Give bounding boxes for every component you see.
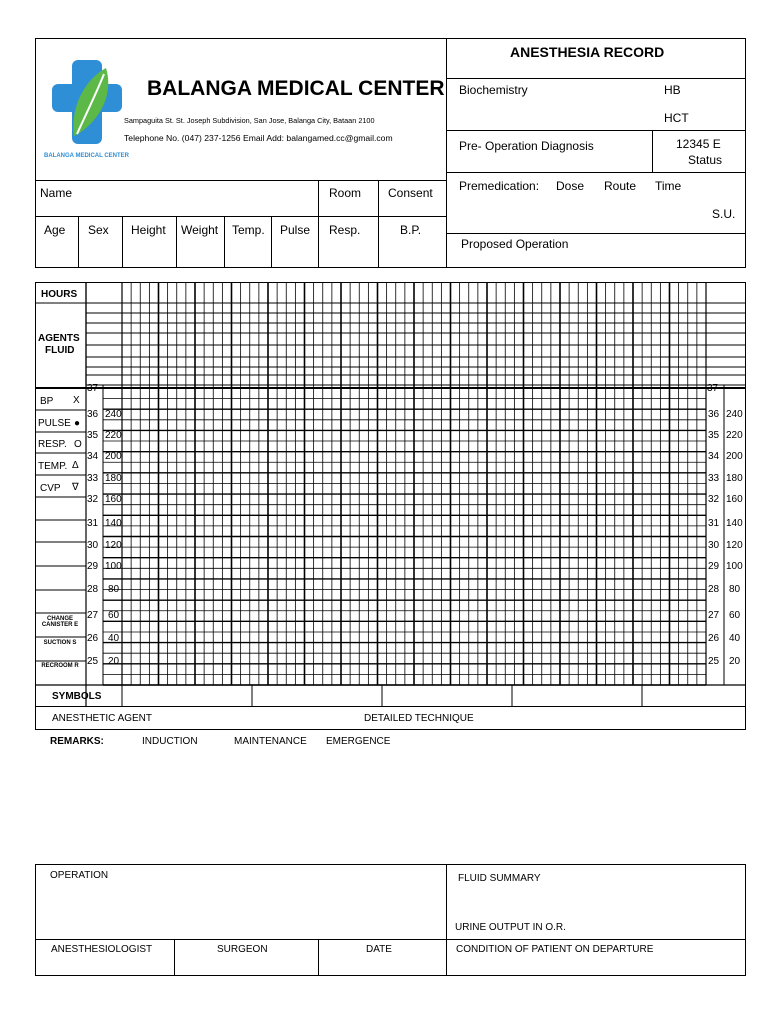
hospital-name: BALANGA MEDICAL CENTER — [147, 77, 445, 100]
pulse-scale-label: 200 — [105, 451, 122, 462]
cvp-legend: CVP — [40, 483, 61, 494]
hours-label: HOURS — [41, 289, 78, 300]
hospital-contact: Telephone No. (047) 237-1256 Email Add: balangamed.cc@gmail.com — [124, 133, 393, 143]
name-label: Name — [40, 186, 73, 200]
time-label: Time — [655, 179, 682, 193]
pulse-scale-label: 80 — [108, 584, 120, 595]
pulse-scale-label: 120 — [726, 540, 743, 551]
temp-scale-label: 26 — [708, 633, 720, 644]
hb-label: HB — [664, 83, 681, 97]
temp-scale-label: 28 — [708, 584, 720, 595]
sex-label: Sex — [88, 223, 109, 237]
proposed-operation-label: Proposed Operation — [461, 237, 569, 251]
pulse-scale-label: 60 — [108, 610, 120, 621]
temp-scale-label: 26 — [87, 633, 99, 644]
age-label: Age — [44, 223, 66, 237]
pulse-label: Pulse — [280, 223, 311, 237]
diagnosis-code: 12345 E — [676, 137, 721, 151]
pulse-symbol: ● — [74, 418, 81, 429]
pulse-scale-label: 160 — [726, 494, 743, 505]
condition-label: CONDITION OF PATIENT ON DEPARTURE — [456, 944, 654, 955]
temp-scale-label: 35 — [87, 430, 99, 441]
resp-symbol: O — [74, 439, 82, 450]
temp-scale-label: 34 — [87, 451, 99, 462]
temp-scale-label: 25 — [708, 656, 720, 667]
pulse-scale-label: 60 — [729, 610, 741, 621]
suction-label: SUCTION S — [43, 640, 77, 646]
temp-scale-label: 36 — [708, 409, 720, 420]
bp-legend: BP — [40, 396, 54, 407]
pulse-scale-label: 100 — [105, 561, 122, 572]
surgeon-label: SURGEON — [217, 944, 268, 955]
resp-label: Resp. — [329, 223, 361, 237]
hospital-address: Sampaguita St. St. Joseph Subdivision, San Jose, Balanga City, Bataan 2100 — [124, 116, 375, 125]
pulse-scale-label: 240 — [105, 409, 122, 420]
emergence-label: EMERGENCE — [326, 736, 391, 747]
pulse-scale-label: 220 — [726, 430, 743, 441]
pulse-scale-label: 180 — [726, 473, 743, 484]
bp-symbol: X — [73, 395, 80, 406]
record-title: ANESTHESIA RECORD — [510, 44, 665, 60]
pulse-scale-label: 140 — [726, 518, 743, 529]
temp-scale-label: 29 — [87, 561, 99, 572]
su-label: S.U. — [712, 207, 736, 221]
anesthetic-agent-label: ANESTHETIC AGENT — [52, 713, 153, 724]
temp-scale-label: 31 — [708, 518, 720, 529]
cvp-symbol: ∇ — [72, 482, 79, 493]
temp-scale-label: 34 — [708, 451, 720, 462]
premedication-label: Premedication: — [459, 179, 540, 193]
pulse-scale-label: 40 — [729, 633, 741, 644]
temp-scale-label: 33 — [708, 473, 720, 484]
temp-scale-label: 27 — [87, 610, 99, 621]
temp-label: Temp. — [232, 223, 265, 237]
induction-label: INDUCTION — [142, 736, 198, 747]
pulse-scale-label: 240 — [726, 409, 743, 420]
resp-legend: RESP. — [38, 439, 67, 450]
temp-symbol: Δ — [72, 460, 79, 471]
temp-scale-label: 31 — [87, 518, 99, 529]
pulse-scale-label: 20 — [108, 656, 120, 667]
symbols-label: SYMBOLS — [52, 691, 102, 702]
maintenance-label: MAINTENANCE — [234, 736, 307, 747]
temp-scale-label: 30 — [708, 540, 720, 551]
footer-section — [35, 864, 746, 976]
temp-scale-label: 37 — [707, 383, 719, 394]
pulse-scale-label: 160 — [105, 494, 122, 505]
temp-scale-label: 27 — [708, 610, 720, 621]
fluid-summary-label: FLUID SUMMARY — [458, 873, 541, 884]
temp-scale-label: 25 — [87, 656, 99, 667]
bp-label: B.P. — [400, 223, 422, 237]
agents-label: AGENTS — [38, 333, 80, 344]
weight-label: Weight — [181, 223, 219, 237]
pulse-scale-label: 180 — [105, 473, 122, 484]
pulse-scale-label: 40 — [108, 633, 120, 644]
pulse-scale-label: 120 — [105, 540, 122, 551]
remarks-label: REMARKS: — [50, 736, 104, 747]
route-label: Route — [604, 179, 637, 193]
temp-scale-label: 30 — [87, 540, 99, 551]
temp-scale-label: 36 — [87, 409, 99, 420]
pulse-scale-label: 220 — [105, 430, 122, 441]
preop-diagnosis-label: Pre- Operation Diagnosis — [459, 139, 594, 153]
fluid-label: FLUID — [45, 345, 75, 356]
date-label: DATE — [366, 944, 392, 955]
dose-label: Dose — [556, 179, 585, 193]
room-label: Room — [329, 186, 362, 200]
height-label: Height — [131, 223, 166, 237]
temp-scale-label: 33 — [87, 473, 99, 484]
biochemistry-label: Biochemistry — [459, 83, 528, 97]
pulse-scale-label: 200 — [726, 451, 743, 462]
anesthesiologist-label: ANESTHESIOLOGIST — [51, 944, 153, 955]
pulse-scale-label: 100 — [726, 561, 743, 572]
change-canister-label: CHANGE CANISTER E — [41, 616, 79, 629]
temp-legend: TEMP. — [38, 461, 68, 472]
temp-scale-label: 32 — [708, 494, 720, 505]
logo-caption: BALANGA MEDICAL CENTER — [44, 153, 129, 159]
pulse-scale-label: 20 — [729, 656, 741, 667]
recovery-room-label: RECROOM R — [41, 663, 79, 669]
temp-scale-label: 28 — [87, 584, 99, 595]
pulse-scale-label: 80 — [729, 584, 741, 595]
pulse-scale-label: 140 — [105, 518, 122, 529]
temp-scale-label: 35 — [708, 430, 720, 441]
consent-label: Consent — [388, 186, 433, 200]
operation-label: OPERATION — [50, 870, 109, 881]
temp-scale-label: 29 — [708, 561, 720, 572]
hct-label: HCT — [664, 111, 689, 125]
detailed-technique-label: DETAILED TECHNIQUE — [364, 713, 474, 724]
pulse-legend: PULSE — [38, 418, 71, 429]
temp-scale-label: 32 — [87, 494, 99, 505]
urine-output-label: URINE OUTPUT IN O.R. — [455, 922, 566, 933]
status-label: Status — [688, 153, 723, 167]
temp-scale-label: 37 — [87, 383, 99, 394]
